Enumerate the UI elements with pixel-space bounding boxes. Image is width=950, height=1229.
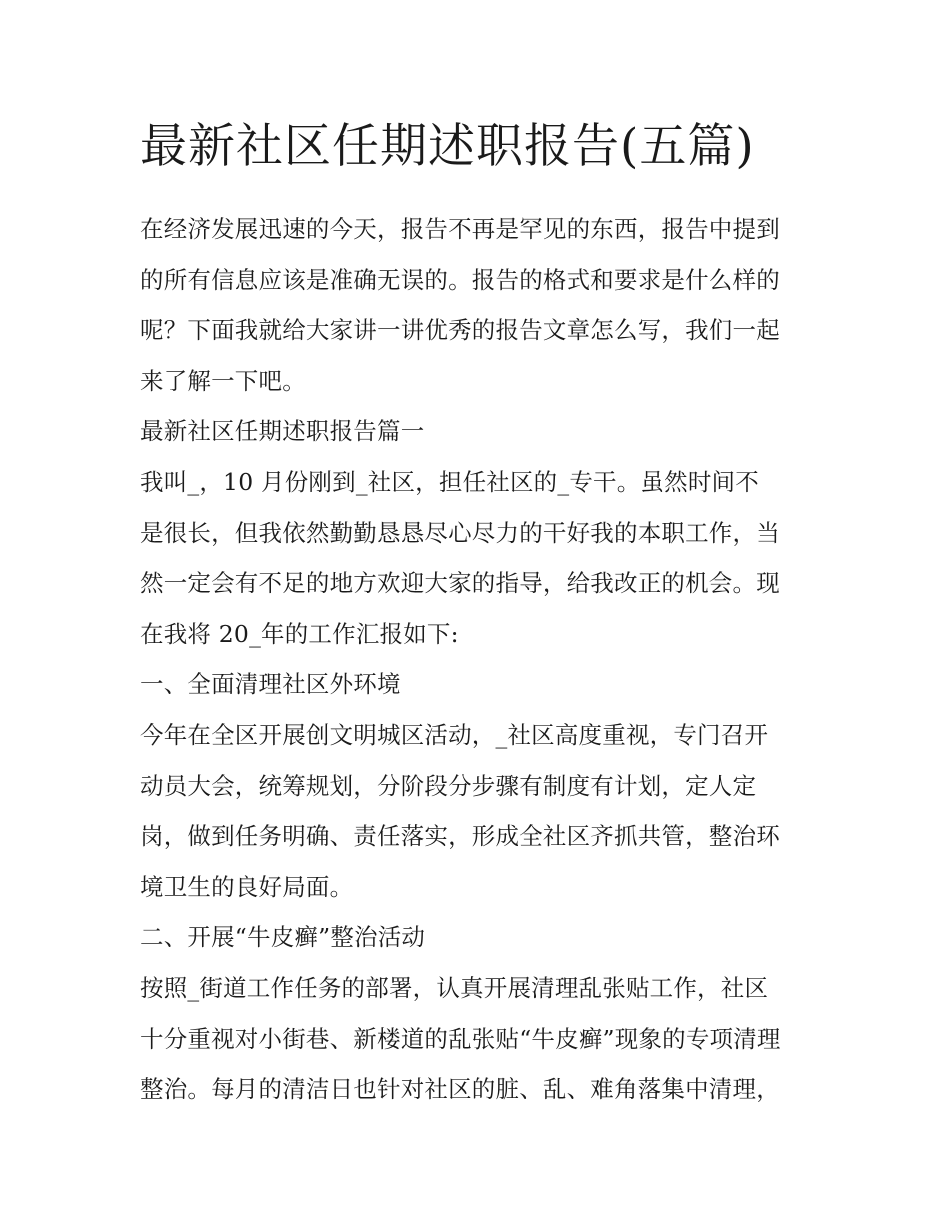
- body-line: 今年在全区开展创文明城区活动，_社区高度重视，专门召开: [140, 720, 769, 749]
- body-line: 十分重视对小街巷、新楼道的乱张贴“牛皮癣”现象的专项清理: [140, 1024, 781, 1053]
- intro-line-1: 在经济发展迅速的今天，报告不再是罕见的东西，报告中提到: [140, 215, 780, 243]
- intro-line-4: 来了解一下吧。: [140, 366, 306, 395]
- intro-line-3: 呢？下面我就给大家讲一讲优秀的报告文章怎么写，我们一起: [140, 316, 780, 345]
- subheading-2: 二、开展“牛皮癣”整治活动: [140, 923, 426, 952]
- body-line: 我叫_，10 月份刚到_社区，担任社区的_专干。虽然时间不: [140, 467, 759, 496]
- body-line: 动员大会，统筹规划，分阶段分步骤有制度有计划，定人定: [140, 771, 757, 800]
- document-title: 最新社区任期述职报告(五篇): [140, 119, 755, 174]
- body-line: 然一定会有不足的地方欢迎大家的指导，给我改正的机会。现: [140, 569, 780, 598]
- body-line: 境卫生的良好局面。: [140, 872, 354, 901]
- body-line: 整治。每月的清洁日也针对社区的脏、乱、难角落集中清理，: [140, 1075, 780, 1104]
- body-line: 按照_街道工作任务的部署，认真开展清理乱张贴工作，社区: [140, 973, 769, 1002]
- section-heading-part-1: 最新社区任期述职报告篇一: [140, 417, 425, 446]
- body-line: 岗，做到任务明确、责任落实，形成全社区齐抓共管，整治环: [140, 822, 780, 851]
- body-line: 是很长，但我依然勤勤恳恳尽心尽力的干好我的本职工作，当: [140, 518, 780, 547]
- subheading-1: 一、全面清理社区外环境: [140, 670, 401, 699]
- document-body: [140, 204, 812, 1115]
- body-line: 在我将 20_年的工作汇报如下:: [140, 619, 459, 648]
- document-page: [140, 112, 812, 1115]
- intro-line-2: 的所有信息应该是准确无误的。报告的格式和要求是什么样的: [140, 265, 780, 294]
